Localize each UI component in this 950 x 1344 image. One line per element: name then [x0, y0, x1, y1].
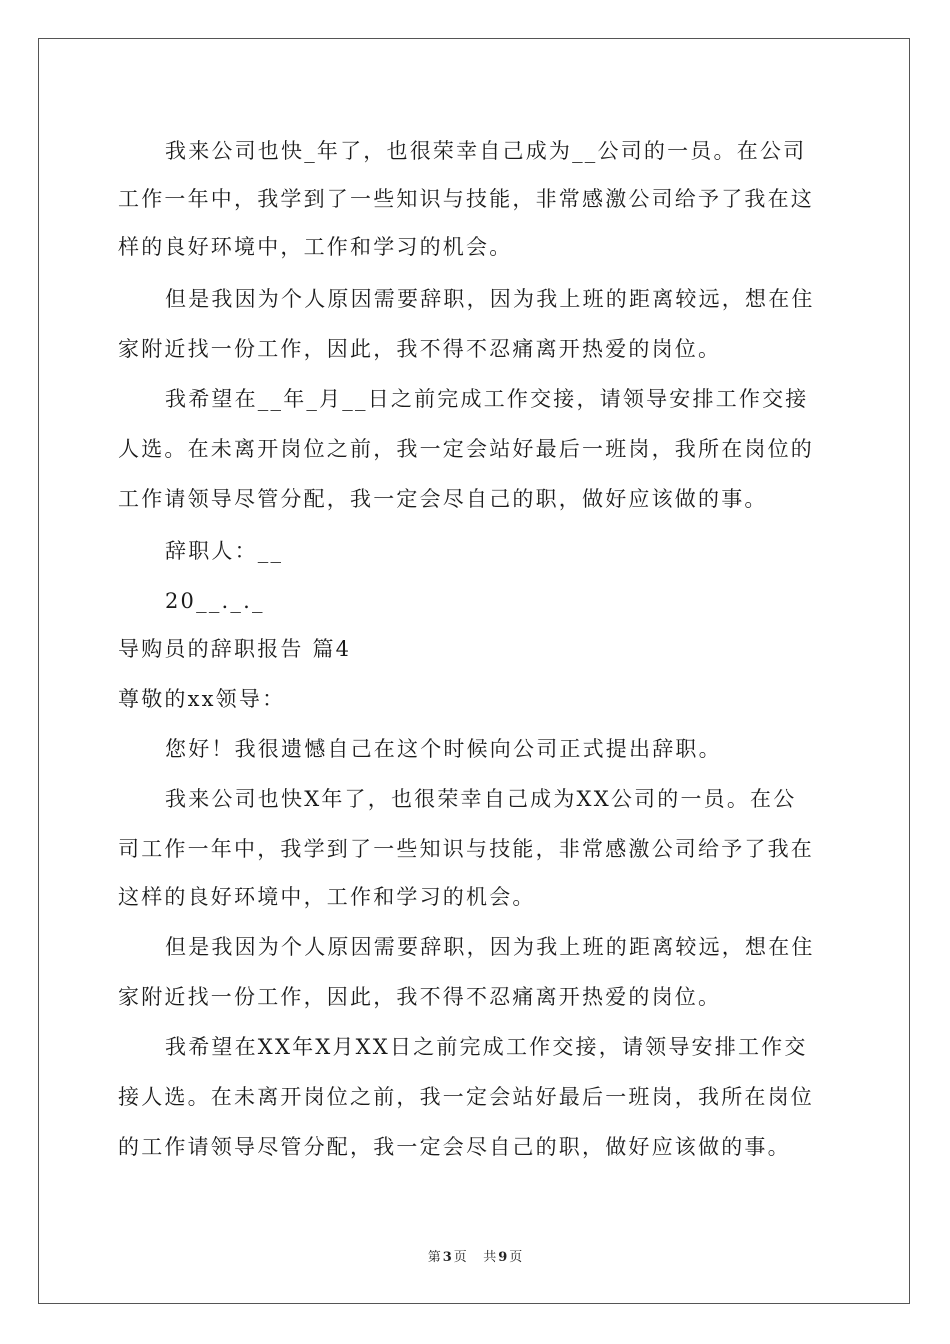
page-suffix: 页 [453, 1250, 467, 1265]
total-prefix: 共 [483, 1250, 497, 1265]
paragraph-line: 我来公司也快X年了，也很荣幸自己成为XX公司的一员。在公 [165, 787, 797, 811]
paragraph-line: 但是我因为个人原因需要辞职，因为我上班的距离较远，想在住 [165, 935, 815, 959]
paragraph-line: 家附近找一份工作，因此，我不得不忍痛离开热爱的岗位。 [118, 337, 722, 361]
paragraph-line: 您好！我很遗憾自己在这个时候向公司正式提出辞职。 [165, 737, 722, 761]
salutation: 尊敬的xx领导： [118, 687, 286, 711]
paragraph-line: 的工作请领导尽管分配，我一定会尽自己的职，做好应该做的事。 [118, 1135, 791, 1159]
paragraph-line: 但是我因为个人原因需要辞职，因为我上班的距离较远，想在住 [165, 287, 815, 311]
paragraph-line: 人选。在未离开岗位之前，我一定会站好最后一班岗，我所在岗位的 [118, 437, 814, 461]
page-prefix: 第 [427, 1250, 441, 1265]
paragraph-line: 这样的良好环境中，工作和学习的机会。 [118, 885, 536, 909]
paragraph-line: 我希望在XX年X月XX日之前完成工作交接，请领导安排工作交 [165, 1035, 808, 1059]
paragraph-line: 样的良好环境中，工作和学习的机会。 [118, 235, 513, 259]
page-current: 3 [442, 1250, 452, 1265]
paragraph-line: 我来公司也快_年了，也很荣幸自己成为__公司的一员。在公司 [165, 139, 807, 163]
paragraph-line: 接人选。在未离开岗位之前，我一定会站好最后一班岗，我所在岗位 [118, 1085, 814, 1109]
paragraph-line: 司工作一年中，我学到了一些知识与技能，非常感激公司给予了我在 [118, 837, 814, 861]
page-footer [0, 1246, 950, 1265]
paragraph-line: 工作请领导尽管分配，我一定会尽自己的职，做好应该做的事。 [118, 487, 768, 511]
paragraph-line: 工作一年中，我学到了一些知识与技能，非常感激公司给予了我在这 [118, 187, 814, 211]
signature-line: 辞职人：__ [165, 539, 284, 563]
paragraph-line: 我希望在__年_月__日之前完成工作交接，请领导安排工作交接 [165, 387, 809, 411]
total-suffix: 页 [509, 1250, 523, 1265]
page-border [38, 38, 910, 1304]
date-line: 20__._._ [165, 589, 265, 613]
paragraph-line: 家附近找一份工作，因此，我不得不忍痛离开热爱的岗位。 [118, 985, 722, 1009]
page-total: 9 [498, 1250, 508, 1265]
section-title: 导购员的辞职报告 篇4 [118, 637, 352, 661]
